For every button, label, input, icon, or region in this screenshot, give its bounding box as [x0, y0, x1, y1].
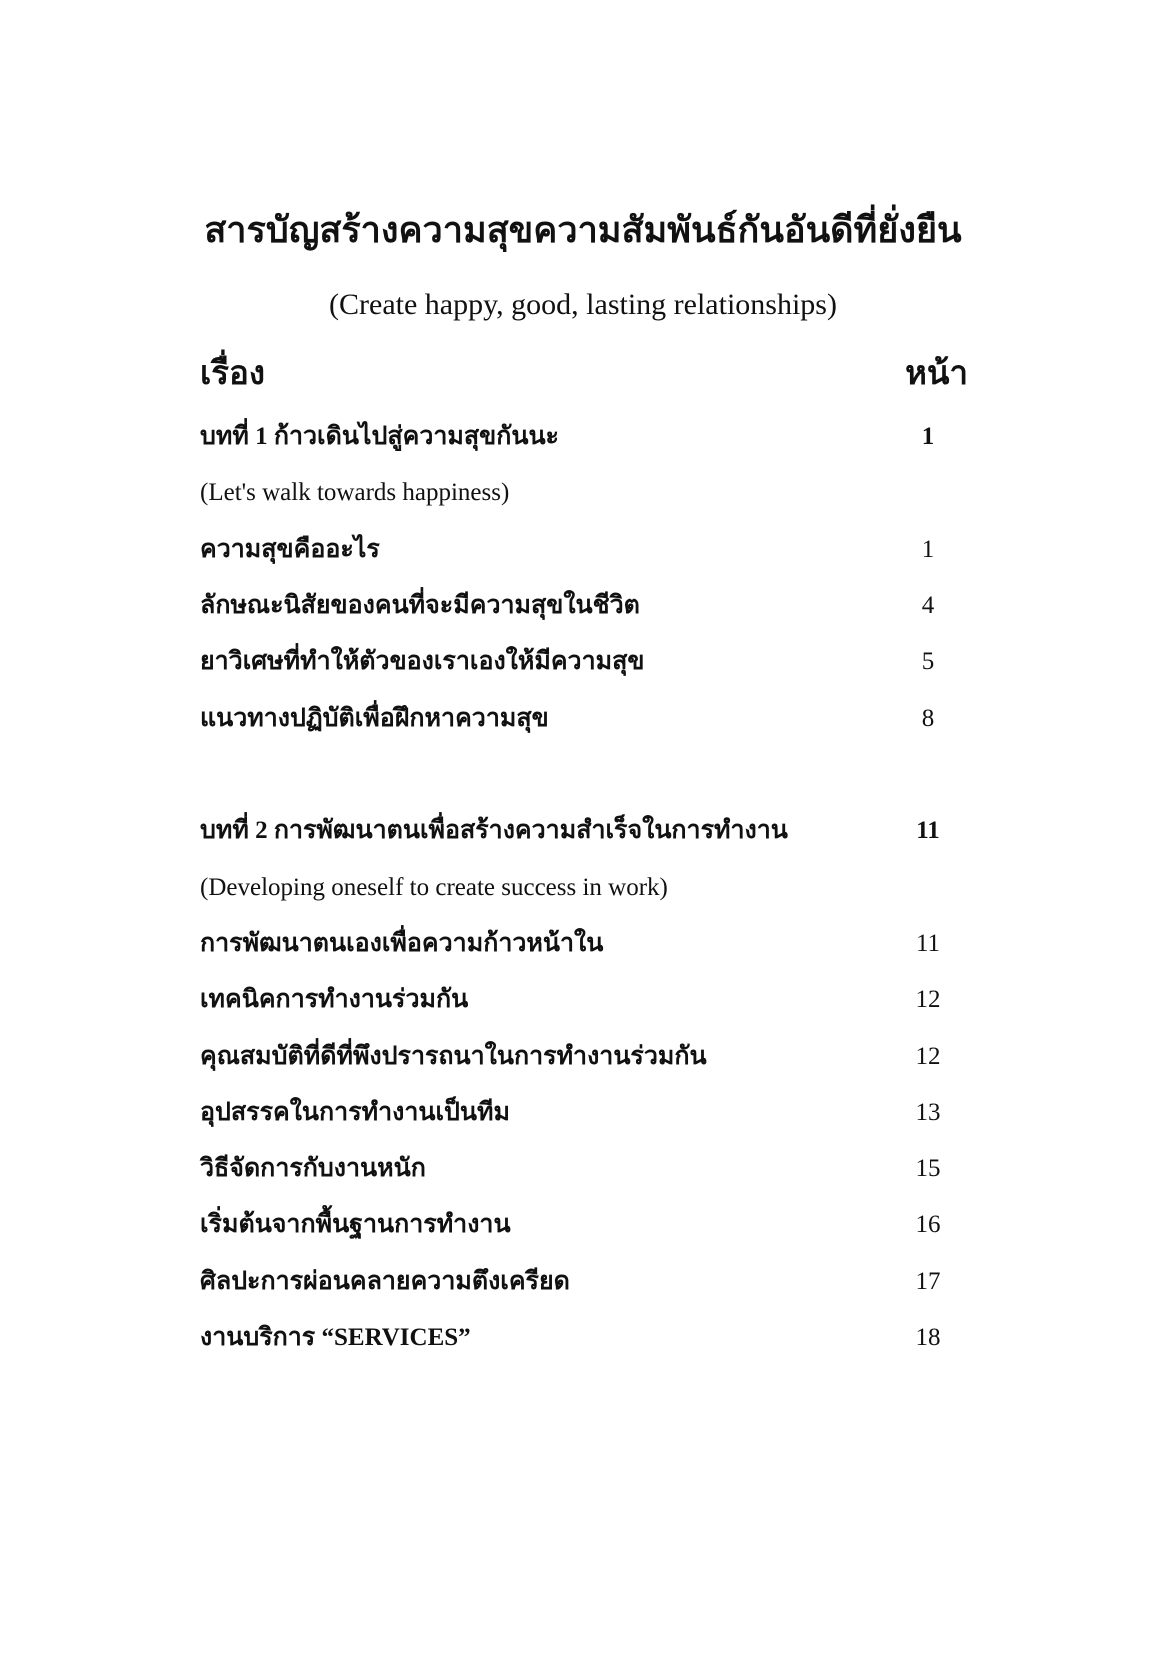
toc-item	[200, 925, 948, 963]
toc-item	[200, 981, 948, 1019]
chapter-1-english-row	[200, 474, 948, 512]
toc-header-page: หน้า	[905, 356, 968, 392]
toc-item-page: 17	[915, 1268, 941, 1295]
toc-item-label: ยาวิเศษที่ทำให้ตัวของเราเองให้มีความสุข	[200, 648, 645, 675]
toc-item-page: 8	[921, 705, 935, 732]
chapter-2-page: 11	[916, 817, 940, 844]
chapter-1-page: 1	[921, 423, 935, 450]
toc-item-page: 12	[915, 1043, 941, 1070]
chapter-1-english: (Let's walk towards happiness)	[200, 479, 510, 506]
toc-item-page: 5	[921, 648, 935, 675]
chapter-1-title: บทที่ 1 ก้าวเดินไปสู่ความสุขกันนะ	[200, 423, 559, 450]
toc-item	[200, 1094, 948, 1132]
toc-item	[200, 1319, 948, 1357]
chapter-2-row	[200, 812, 948, 850]
toc-item-page: 4	[921, 592, 935, 619]
toc-item-label: เริ่มต้นจากพื้นฐานการทำงาน	[200, 1211, 511, 1238]
toc-item-label: คุณสมบัติที่ดีที่พึงปรารถนาในการทำงานร่วมกัน	[200, 1043, 707, 1070]
toc-item-label: แนวทางปฏิบัติเพื่อฝึกหาความสุข	[200, 705, 549, 732]
toc-item-page: 16	[915, 1211, 941, 1238]
page-subtitle: (Create happy, good, lasting relationships)	[329, 288, 837, 321]
toc-item	[200, 643, 948, 681]
toc-item	[200, 1206, 948, 1244]
toc-item-page: 12	[915, 986, 941, 1013]
page-title: สารบัญสร้างความสุขความสัมพันธ์กันอันดีที่ยั่งยืน	[204, 210, 962, 250]
toc-item	[200, 531, 948, 569]
toc-item-label: ความสุขคืออะไร	[200, 536, 380, 563]
toc-header-topic: เรื่อง	[200, 356, 265, 392]
chapter-2-english: (Developing oneself to create success in work)	[200, 874, 668, 901]
chapter-2-english-row	[200, 869, 948, 907]
toc-item-label: เทคนิคการทำงานร่วมกัน	[200, 986, 469, 1013]
toc-item-label: ศิลปะการผ่อนคลายความตึงเครียด	[200, 1268, 570, 1295]
toc-item	[200, 1263, 948, 1301]
toc-item-page: 1	[921, 536, 935, 563]
toc-item-label: อุปสรรคในการทำงานเป็นทีม	[200, 1099, 510, 1126]
toc-item	[200, 1150, 948, 1188]
toc-item-page: 13	[915, 1099, 941, 1126]
toc-item-page: 15	[915, 1155, 941, 1182]
toc-item-label: งานบริการ “SERVICES”	[200, 1324, 471, 1351]
toc-item-label: ลักษณะนิสัยของคนที่จะมีความสุขในชีวิต	[200, 592, 640, 619]
toc-item	[200, 700, 948, 738]
toc-item	[200, 1038, 948, 1076]
toc-item-page: 18	[915, 1324, 941, 1351]
chapter-2-title: บทที่ 2 การพัฒนาตนเพื่อสร้างความสำเร็จในการทำงาน	[200, 817, 788, 844]
toc-item-label: วิธีจัดการกับงานหนัก	[200, 1155, 426, 1182]
toc-item-label: การพัฒนาตนเองเพื่อความก้าวหน้าใน	[200, 930, 604, 957]
toc-item	[200, 587, 948, 625]
chapter-1-row	[200, 418, 948, 456]
toc-header	[200, 352, 968, 396]
toc-item-page: 11	[915, 930, 941, 957]
